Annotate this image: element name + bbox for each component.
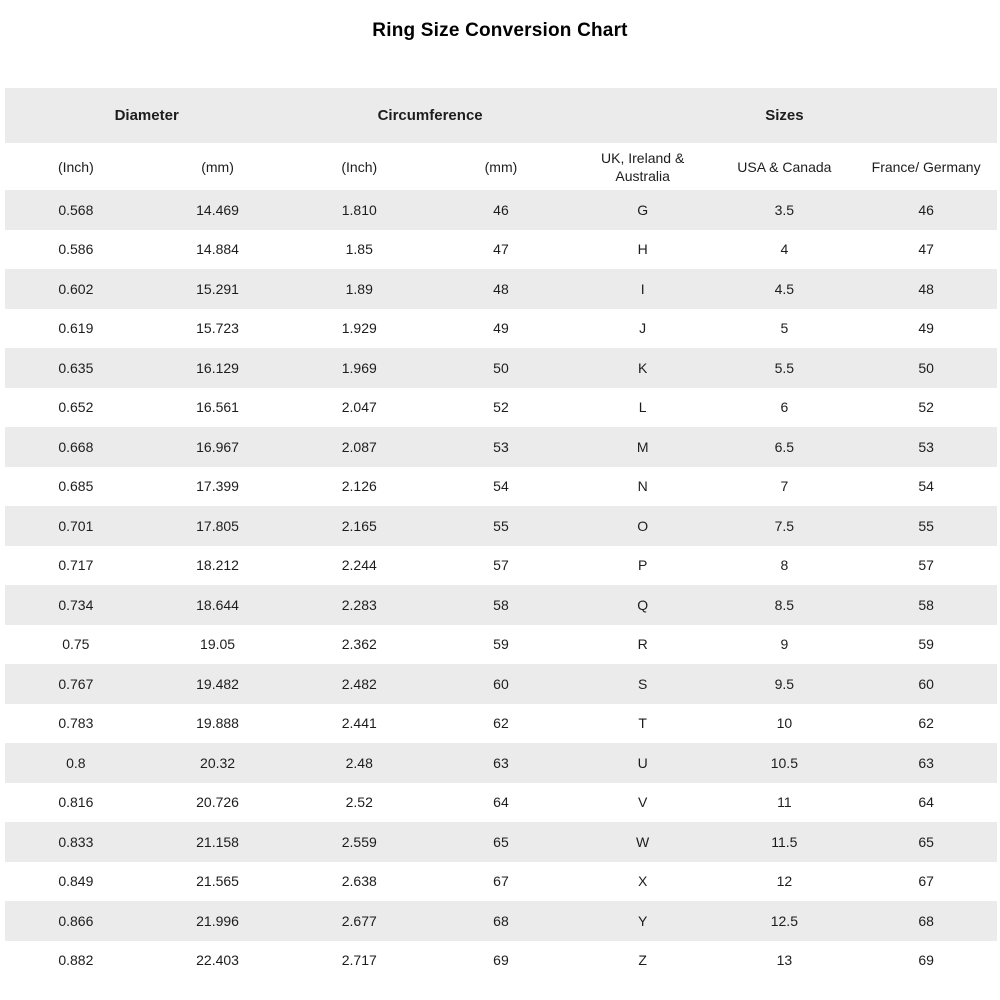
cell: R xyxy=(637,636,648,653)
cell: 15.291 xyxy=(196,280,239,297)
cell: 0.717 xyxy=(58,557,94,574)
cell: 48 xyxy=(493,280,509,297)
cell: 1.810 xyxy=(341,201,377,218)
cell: 47 xyxy=(493,241,509,258)
cell: 10 xyxy=(776,715,793,732)
cell: 12 xyxy=(776,873,793,890)
cell: 14.884 xyxy=(196,241,239,258)
cell: O xyxy=(637,517,649,534)
group-header-circumference: Circumference xyxy=(288,88,571,143)
cell: 58 xyxy=(918,596,934,613)
cell: 4 xyxy=(780,241,789,258)
cell: 18.644 xyxy=(196,596,239,613)
column-header-circumference-mm: (mm) xyxy=(430,143,572,190)
cell: 14.469 xyxy=(196,201,239,218)
cell: I xyxy=(640,280,645,297)
cell: 20.726 xyxy=(196,794,239,811)
cell: 0.866 xyxy=(58,912,94,929)
cell: 50 xyxy=(918,359,934,376)
cell: L xyxy=(638,399,647,416)
cell: 2.717 xyxy=(341,952,377,969)
cell: 49 xyxy=(493,320,509,337)
cell: 2.48 xyxy=(345,754,373,771)
cell: 2.559 xyxy=(341,833,377,850)
cell: 6 xyxy=(780,399,789,416)
cell: 0.586 xyxy=(58,241,94,258)
cell: T xyxy=(638,715,647,732)
cell: 19.482 xyxy=(196,675,239,692)
group-header-diameter: Diameter xyxy=(5,88,288,143)
table-row xyxy=(5,743,997,783)
cell: 50 xyxy=(493,359,509,376)
cell: 65 xyxy=(918,833,934,850)
cell: 5.5 xyxy=(774,359,795,376)
cell: 1.929 xyxy=(341,320,377,337)
cell: 13 xyxy=(776,952,793,969)
cell: 0.701 xyxy=(58,517,94,534)
cell: 64 xyxy=(918,794,934,811)
cell: 0.635 xyxy=(58,359,94,376)
table-row xyxy=(5,309,997,349)
cell: 5 xyxy=(780,320,789,337)
cell: 2.283 xyxy=(341,596,377,613)
cell: 57 xyxy=(918,557,934,574)
cell: 2.126 xyxy=(341,478,377,495)
cell: 0.882 xyxy=(58,952,94,969)
cell: 2.087 xyxy=(341,438,377,455)
cell: 9.5 xyxy=(774,675,795,692)
cell: 0.734 xyxy=(58,596,94,613)
cell: 15.723 xyxy=(196,320,239,337)
cell: 63 xyxy=(918,754,934,771)
column-header-row xyxy=(5,143,997,190)
cell: 16.561 xyxy=(196,399,239,416)
cell: 11 xyxy=(777,794,792,811)
table-row xyxy=(5,427,997,467)
table-row xyxy=(5,901,997,941)
cell: 69 xyxy=(918,952,934,969)
cell: 67 xyxy=(918,873,934,890)
cell: 3.5 xyxy=(774,201,795,218)
cell: 54 xyxy=(493,478,509,495)
table-row xyxy=(5,704,997,744)
cell: 16.967 xyxy=(196,438,239,455)
cell: 46 xyxy=(918,201,934,218)
table-row xyxy=(5,822,997,862)
cell: 2.362 xyxy=(341,636,377,653)
cell: 59 xyxy=(918,636,934,653)
table-row xyxy=(5,585,997,625)
cell: 2.047 xyxy=(341,399,377,416)
cell: 60 xyxy=(493,675,509,692)
column-header-uk-ireland-australia: UK, Ireland & Australia xyxy=(572,143,714,190)
cell: 11.5 xyxy=(771,833,798,850)
cell: 0.568 xyxy=(58,201,94,218)
cell: 62 xyxy=(493,715,509,732)
column-header-usa-canada: USA & Canada xyxy=(714,143,856,190)
cell: 17.399 xyxy=(196,478,239,495)
cell: 9 xyxy=(780,636,789,653)
cell: 0.619 xyxy=(58,320,94,337)
table-row xyxy=(5,190,997,230)
cell: M xyxy=(636,438,649,455)
cell: 0.75 xyxy=(62,636,90,653)
cell: 55 xyxy=(918,517,934,534)
cell: 0.833 xyxy=(58,833,94,850)
table-row xyxy=(5,388,997,428)
cell: 0.816 xyxy=(58,794,94,811)
table-row xyxy=(5,269,997,309)
cell: 52 xyxy=(918,399,934,416)
cell: 0.602 xyxy=(58,280,94,297)
cell: 12.5 xyxy=(770,912,798,929)
cell: 20.32 xyxy=(200,754,236,771)
table-row xyxy=(5,783,997,823)
cell: 0.767 xyxy=(58,675,94,692)
cell: Y xyxy=(637,912,648,929)
cell: 7.5 xyxy=(774,517,795,534)
cell: 19.05 xyxy=(200,636,236,653)
cell: Q xyxy=(637,596,649,613)
cell: 17.805 xyxy=(196,517,239,534)
cell: 63 xyxy=(493,754,509,771)
cell: V xyxy=(637,794,648,811)
ring-size-conversion-table xyxy=(5,88,997,980)
cell: 0.685 xyxy=(58,478,94,495)
cell: 46 xyxy=(493,201,509,218)
cell: 22.403 xyxy=(196,952,239,969)
table-row xyxy=(5,546,997,586)
cell: 2.677 xyxy=(341,912,377,929)
cell: 68 xyxy=(918,912,934,929)
cell: 52 xyxy=(493,399,509,416)
cell: 18.212 xyxy=(196,557,239,574)
table-header xyxy=(5,88,997,190)
cell: 2.52 xyxy=(345,794,373,811)
page-title: Ring Size Conversion Chart xyxy=(372,20,628,41)
cell: 54 xyxy=(918,478,934,495)
cell: 60 xyxy=(918,675,934,692)
column-header-france-germany: France/ Germany xyxy=(855,143,997,190)
cell: 1.969 xyxy=(341,359,377,376)
cell: 53 xyxy=(918,438,934,455)
cell: 8 xyxy=(780,557,789,574)
cell: 19.888 xyxy=(196,715,239,732)
cell: 2.482 xyxy=(341,675,377,692)
cell: 0.668 xyxy=(58,438,94,455)
cell: 6.5 xyxy=(774,438,795,455)
cell: 62 xyxy=(918,715,934,732)
cell: 21.996 xyxy=(196,912,239,929)
cell: H xyxy=(637,241,648,258)
cell: 59 xyxy=(493,636,509,653)
cell: 0.8 xyxy=(66,754,86,771)
cell: 21.158 xyxy=(196,833,239,850)
table-row xyxy=(5,348,997,388)
cell: S xyxy=(637,675,648,692)
cell: 57 xyxy=(493,557,509,574)
cell: 0.783 xyxy=(58,715,94,732)
cell: 47 xyxy=(918,241,934,258)
cell: 2.165 xyxy=(341,517,377,534)
cell: W xyxy=(636,833,650,850)
cell: 2.441 xyxy=(341,715,377,732)
table-row xyxy=(5,625,997,665)
cell: J xyxy=(639,320,647,337)
cell: 1.89 xyxy=(345,280,373,297)
cell: 0.652 xyxy=(58,399,94,416)
cell: X xyxy=(637,873,648,890)
column-header-diameter-mm: (mm) xyxy=(147,143,289,190)
table-body xyxy=(5,190,997,980)
cell: P xyxy=(637,557,648,574)
cell: 53 xyxy=(493,438,509,455)
cell: 10.5 xyxy=(770,754,798,771)
table-row xyxy=(5,467,997,507)
cell: 21.565 xyxy=(196,873,239,890)
table-row xyxy=(5,230,997,270)
cell: 68 xyxy=(493,912,509,929)
cell: 4.5 xyxy=(774,280,795,297)
cell: 55 xyxy=(493,517,509,534)
table-row xyxy=(5,506,997,546)
table-row xyxy=(5,862,997,902)
group-header-row xyxy=(5,88,997,143)
cell: K xyxy=(637,359,648,376)
table-row xyxy=(5,941,997,981)
table-row xyxy=(5,664,997,704)
cell: N xyxy=(637,478,648,495)
cell: G xyxy=(637,201,649,218)
cell: U xyxy=(637,754,648,771)
cell: 58 xyxy=(493,596,509,613)
cell: 67 xyxy=(493,873,509,890)
group-header-sizes: Sizes xyxy=(572,88,997,143)
cell: 49 xyxy=(918,320,934,337)
cell: 7 xyxy=(780,478,789,495)
cell: 2.638 xyxy=(341,873,377,890)
column-header-circumference-inch: (Inch) xyxy=(288,143,430,190)
column-header-diameter-inch: (Inch) xyxy=(5,143,147,190)
cell: 0.849 xyxy=(58,873,94,890)
cell: 1.85 xyxy=(345,241,373,258)
cell: 69 xyxy=(493,952,509,969)
cell: Z xyxy=(638,952,647,969)
cell: 2.244 xyxy=(341,557,377,574)
cell: 48 xyxy=(918,280,934,297)
cell: 8.5 xyxy=(774,596,795,613)
cell: 64 xyxy=(493,794,509,811)
cell: 65 xyxy=(493,833,509,850)
cell: 16.129 xyxy=(196,359,239,376)
